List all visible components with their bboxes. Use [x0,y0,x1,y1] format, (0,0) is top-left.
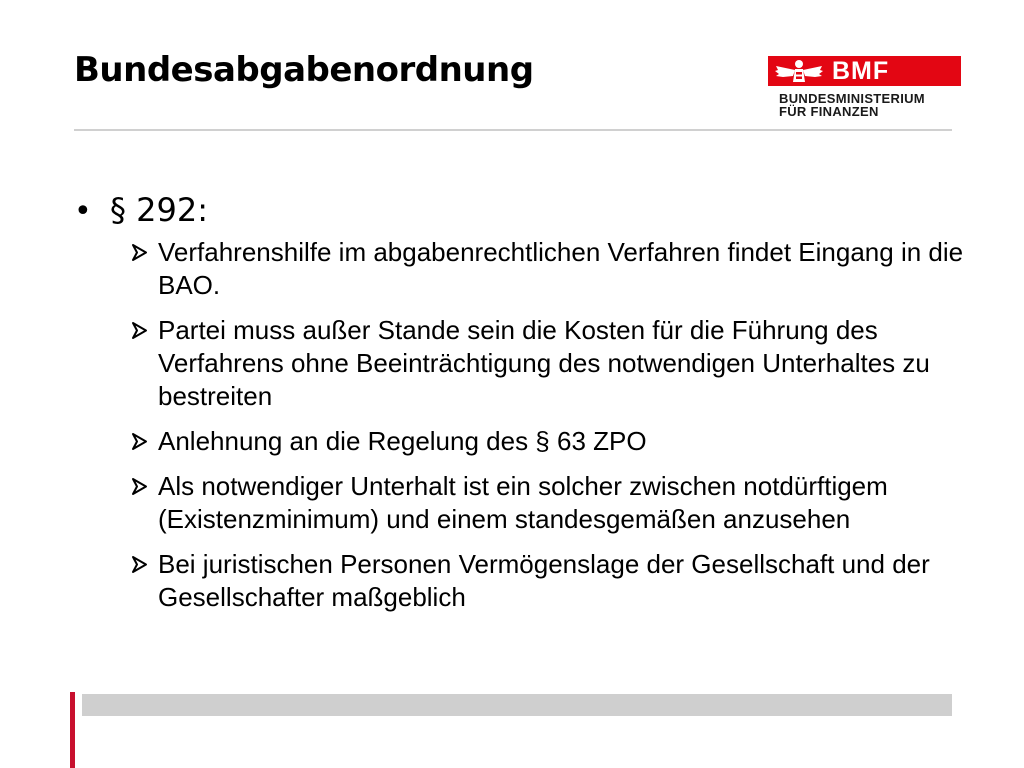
list-item-text: Partei muss außer Stande sein die Kosten für die Führung des Verfahrens ohne Beeinträchtigung des notwendigen Unterhaltes zu bestreiten [158,315,930,411]
arrow-bullet-icon [130,425,154,458]
logo-ministry-name [779,92,925,118]
list-item-text: Als notwendiger Unterhalt ist ein solcher zwischen notdürftigem (Existenzminimum) und einem standesgemäßen anzusehen [158,471,888,534]
title-divider [74,129,952,131]
main-bullet-text: § 292: [110,191,209,229]
list-item [130,470,974,536]
list-item [130,236,974,302]
list-item [130,548,974,614]
arrow-bullet-icon [130,548,154,581]
list-item-text: Anlehnung an die Regelung des § 63 ZPO [158,426,647,456]
slide-title: Bundesabgabenordnung [74,50,534,90]
arrow-bullet-icon [130,470,154,503]
footer-grey-bar [82,694,952,716]
list-item-text: Bei juristischen Personen Vermögenslage der Gesellschaft und der Gesellschafter maßgeblich [158,549,930,612]
list-item-text: Verfahrenshilfe im abgabenrechtlichen Verfahren findet Eingang in die BAO. [158,237,964,300]
logo-red-bar [768,56,961,86]
arrow-bullet-icon [130,314,154,347]
logo-line-2: FÜR FINANZEN [779,104,879,119]
list-item [130,425,974,458]
arrow-bullet-icon [130,236,154,269]
list-item [130,314,974,413]
logo-line-1: BUNDESMINISTERIUM [779,91,925,106]
bmf-logo [768,56,968,120]
logo-abbr: BMF [832,57,890,85]
footer-red-accent [70,692,75,768]
main-bullet [74,190,974,232]
sub-bullet-list [130,236,974,614]
slide-content [74,190,974,626]
eagle-icon [774,58,824,84]
bullet-dot-icon: • [74,194,92,229]
